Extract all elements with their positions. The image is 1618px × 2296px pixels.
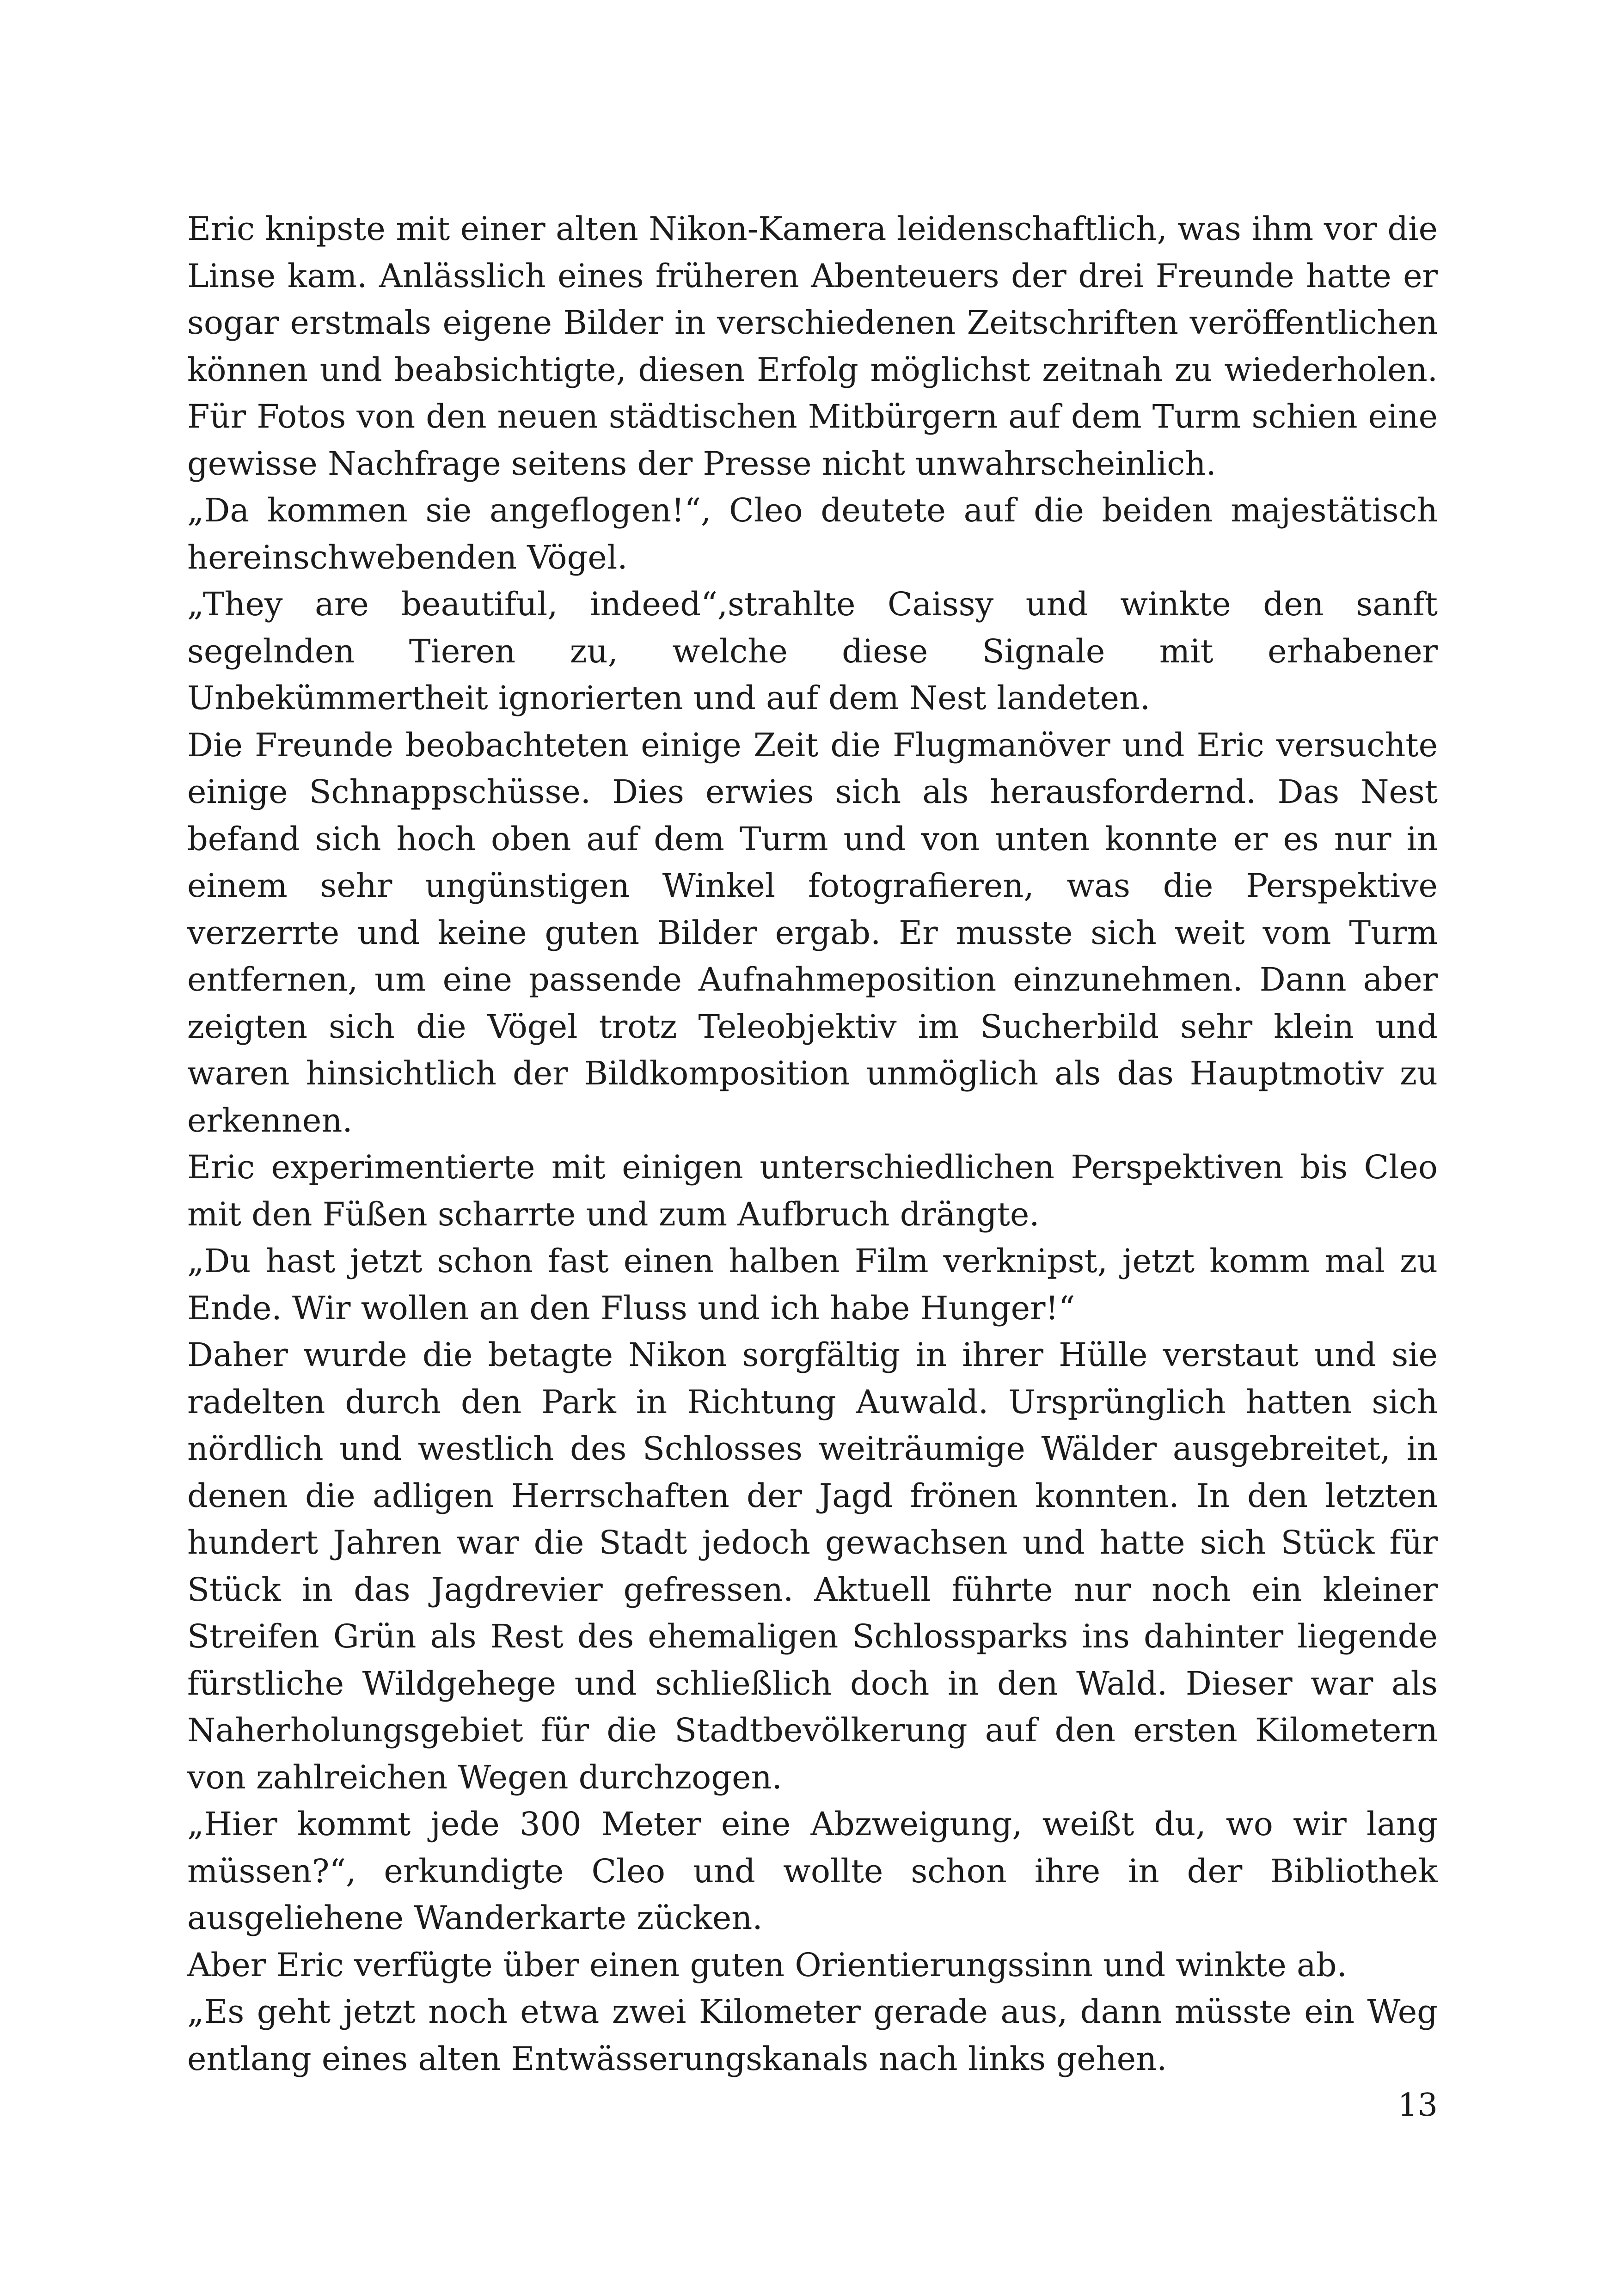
paragraph: Eric experimentierte mit einigen unterschiedlichen Perspektiven bis Cleo mit den Füßen scharrte und zum Aufbruch drängte. xyxy=(187,1148,1438,1233)
paragraph: Aber Eric verfügte über einen guten Orientierungssinn und winkte ab. xyxy=(187,1946,1347,1984)
paragraph: „Hier kommt jede 300 Meter eine Abzweigung, weißt du, wo wir lang müssen?“, erkundigte Cleo und wollte schon ihre in der Bibliothek ausgeliehene Wanderkarte zücken. xyxy=(187,1805,1438,1937)
body-text xyxy=(187,206,1438,2082)
paragraph: „They are beautiful, indeed“,strahlte Caissy und winkte den sanft segelnden Tieren zu, welche diese Signale mit erhabener Unbekümmertheit ignorierten und auf dem Nest landeten. xyxy=(187,585,1438,717)
paragraph: „Da kommen sie angeflogen!“, Cleo deutete auf die beiden majestätisch hereinschwebenden Vögel. xyxy=(187,491,1438,576)
paragraph: Daher wurde die betagte Nikon sorgfältig in ihrer Hülle verstaut und sie radelten durch den Park in Richtung Auwald. Ursprünglich hatten sich nördlich und westlich des Schlosses weiträumige Wälder ausgebreitet, in denen die adligen Herrschaften der Jagd frönen konnten. In den letzten hundert Jahren war die Stadt jedoch gewachsen und hatte sich Stück für Stück in das Jagdrevier gefressen. Aktuell führte nur noch ein kleiner Streifen Grün als Rest des ehemaligen Schlossparks ins dahinter liegende fürstliche Wildgehege und schließlich doch in den Wald. Dieser war als Naherholungsgebiet für die Stadtbevölkerung auf den ersten Kilometern von zahlreichen Wegen durchzogen. xyxy=(187,1336,1438,1796)
paragraph: „Du hast jetzt schon fast einen halben Film verknipst, jetzt komm mal zu Ende. Wir wollen an den Fluss und ich habe Hunger!“ xyxy=(187,1242,1438,1327)
page-number: 13 xyxy=(1397,2087,1438,2124)
paragraph: Eric knipste mit einer alten Nikon-Kamera leidenschaftlich, was ihm vor die Linse kam. Anlässlich eines früheren Abenteuers der drei Freunde hatte er sogar erstmals eigene Bilder in verschiedenen Zeitschriften veröffentlichen können und beabsichtigte, diesen Erfolg möglichst zeitnah zu wiederholen. Für Fotos von den neuen städtischen Mitbürgern auf dem Turm schien eine gewisse Nachfrage seitens der Presse nicht unwahrscheinlich. xyxy=(187,210,1438,483)
paragraph: Die Freunde beobachteten einige Zeit die Flugmanöver und Eric versuchte einige Schnappschüsse. Dies erwies sich als herausfordernd. Das Nest befand sich hoch oben auf dem Turm und von unten konnte er es nur in einem sehr ungünstigen Winkel fotografieren, was die Perspektive verzerrte und keine guten Bilder ergab. Er musste sich weit vom Turm entfernen, um eine passende Aufnahmeposition einzunehmen. Dann aber zeigten sich die Vögel trotz Teleobjektiv im Sucherbild sehr klein und waren hinsichtlich der Bildkomposition unmöglich als das Hauptmotiv zu erkennen. xyxy=(187,726,1438,1139)
paragraph: „Es geht jetzt noch etwa zwei Kilometer gerade aus, dann müsste ein Weg entlang eines alten Entwässerungskanals nach links gehen. xyxy=(187,1993,1438,2078)
